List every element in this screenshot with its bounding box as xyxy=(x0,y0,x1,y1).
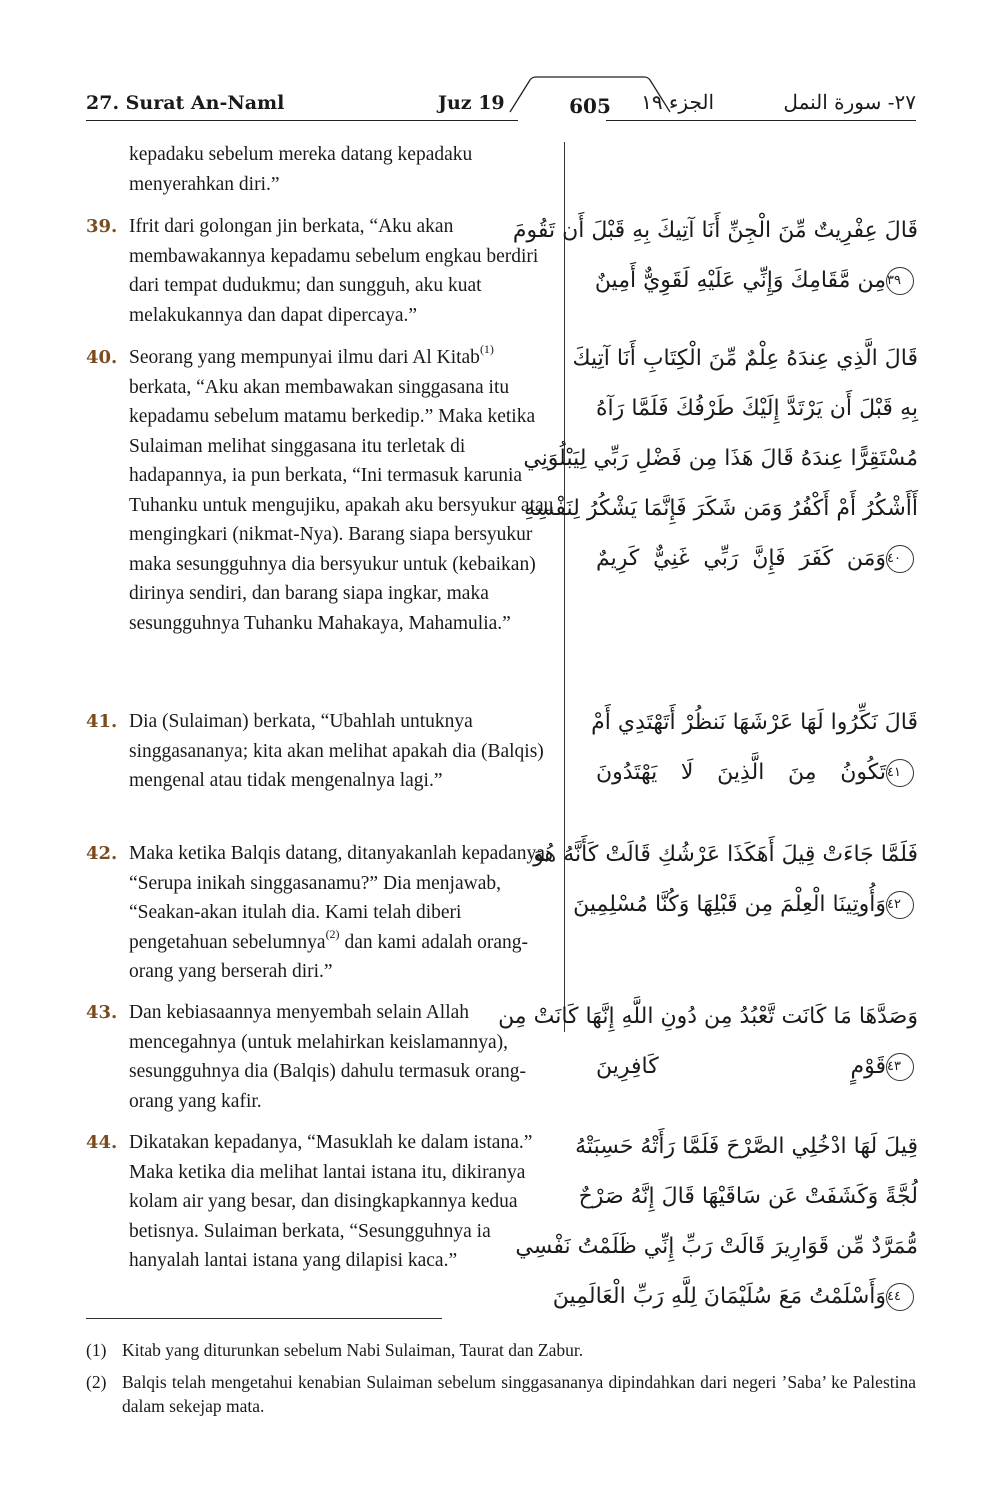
footnote-mark: (2) xyxy=(86,1372,107,1392)
header-rule-left xyxy=(86,120,518,121)
footnote xyxy=(86,1338,916,1362)
verse-text xyxy=(129,343,558,638)
arabic-line-text: تَكُونُ مِنَ الَّذِينَ لَا يَهْتَدُونَ xyxy=(596,760,886,785)
verse-text: Ifrit dari golongan jin berkata, “Aku akan membawakannya kepadamu sebelum engkau berdiri dari tempat dudukmu; dan sungguh, aku kuat melakukannya dan dapat dipercaya.” xyxy=(129,216,539,326)
arabic-line xyxy=(552,1272,918,1322)
arabic-line-text: مِن مَّقَامِكَ وَإِنِّي عَلَيْهِ لَقَوِيٌّ أَمِينٌ xyxy=(594,268,886,293)
verse-text: kepadaku sebelum mereka datang kepadaku menyerahkan diri.” xyxy=(129,144,473,195)
verse-text xyxy=(129,839,558,987)
verse-number: 40. xyxy=(86,347,118,368)
verse-number: 41. xyxy=(86,711,118,732)
juz-label-latin: Juz 19 xyxy=(438,92,505,114)
footnote-ref: (1) xyxy=(479,342,494,356)
page-number: 605 xyxy=(569,94,611,118)
ayah-end-marker: ٣٩ xyxy=(886,267,914,295)
footnote-mark: (1) xyxy=(86,1340,107,1360)
verse-text: Dikatakan kepadanya, “Masuklah ke dalam istana.” Maka ketika dia melihat lantai istana itu, dikiranya kolam air yang besar, dan disingkapkannya kedua betisnya. Sulaiman berkata, “Sesungguhnya ia hanyalah lantai istana yang dilapisi kaca.” xyxy=(129,1132,533,1271)
arabic-line: بِهِ قَبْلَ أَن يَرْتَدَّ إِلَيْكَ طَرْفُكَ فَلَمَّا رَآهُ xyxy=(596,396,918,421)
verse-translation xyxy=(86,343,558,638)
arabic-line-text: وَأَسْلَمْتُ مَعَ سُلَيْمَانَ لِلَّهِ رَبِّ الْعَالَمِينَ xyxy=(552,1284,886,1309)
verse-text-part: Maka ketika Balqis datang, ditanyakanlah kepadanya, “Serupa inikah singgasanamu?” Dia menjawab, “Seakan-akan itulah dia. Kami telah diberi pengetahuan sebelumnya xyxy=(129,843,550,953)
arabic-line-text: قَوْمٍ كَافِرِينَ xyxy=(596,1054,886,1079)
verse-text-part: Seorang yang mempunyai ilmu dari Al Kitab xyxy=(129,347,480,368)
verse-translation xyxy=(86,1128,558,1276)
ayah-end-marker: ٤٠ xyxy=(886,545,914,573)
footnotes xyxy=(86,1338,916,1426)
footnote-text: Kitab yang diturunkan sebelum Nabi Sulaiman, Taurat dan Zabur. xyxy=(122,1340,584,1360)
arabic-line: قِيلَ لَهَا ادْخُلِي الصَّرْحَ فَلَمَّا رَأَتْهُ حَسِبَتْهُ xyxy=(575,1134,918,1159)
verse-translation xyxy=(86,998,558,1116)
verse-number: 43. xyxy=(86,1002,118,1023)
arabic-verse xyxy=(515,1122,918,1322)
arabic-line: أَأَشْكُرُ أَمْ أَكْفُرُ وَمَن شَكَرَ فَإِنَّمَا يَشْكُرُ لِنَفْسِهِ xyxy=(523,496,918,521)
verse-text-part: dan kami adalah orang-orang yang berserah diri.” xyxy=(129,931,528,982)
surah-title-latin: 27. Surat An-Naml xyxy=(86,92,285,114)
arabic-verse xyxy=(512,206,918,306)
surah-title-arabic: ٢٧- سورة النمل xyxy=(783,90,916,114)
footnote xyxy=(86,1370,916,1418)
arabic-line xyxy=(596,256,918,306)
verse-number: 39. xyxy=(86,216,118,237)
verse-translation xyxy=(86,839,558,987)
verse-translation xyxy=(86,212,558,330)
footnote-rule xyxy=(86,1318,442,1319)
arabic-line: قَالَ نَكِّرُوا لَهَا عَرْشَهَا نَنظُرْ أَتَهْتَدِي أَمْ xyxy=(591,710,918,735)
arabic-line: وَصَدَّهَا مَا كَانَت تَّعْبُدُ مِن دُونِ اللَّهِ إِنَّهَا كَانَتْ مِن xyxy=(498,1004,918,1029)
ayah-end-marker: ٤٢ xyxy=(886,891,914,919)
verse-translation xyxy=(86,140,558,199)
arabic-line: قَالَ عِفْرِيتٌ مِّنَ الْجِنِّ أَنَا آتِيكَ بِهِ قَبْلَ أَن تَقُومَ xyxy=(512,218,918,243)
verse-translation xyxy=(86,707,558,796)
footnote-text: Balqis telah mengetahui kenabian Sulaiman sebelum singgasananya dipindahkan dari negeri ’Saba’ ke Palestina dalam sekejap mata. xyxy=(122,1372,916,1416)
verse-number: 42. xyxy=(86,843,118,864)
arabic-verse xyxy=(498,992,918,1092)
ayah-end-marker: ٤١ xyxy=(886,759,914,787)
verse-text: Dan kebiasaannya menyembah selain Allah mencegahnya (untuk melahirkan keislamannya), sesungguhnya dia (Balqis) dahulu termasuk orang-orang yang kafir. xyxy=(129,1002,526,1112)
column-divider xyxy=(564,142,565,1032)
arabic-line: لُجَّةً وَكَشَفَتْ عَن سَاقَيْهَا قَالَ إِنَّهُ صَرْحٌ xyxy=(578,1184,918,1209)
arabic-line xyxy=(573,880,918,930)
arabic-verse xyxy=(523,334,918,584)
ayah-end-marker: ٤٤ xyxy=(886,1283,914,1311)
arabic-verse xyxy=(533,830,918,930)
arabic-line-text: وَأُوتِينَا الْعِلْمَ مِن قَبْلِهَا وَكُنَّا مُسْلِمِينَ xyxy=(573,892,886,917)
arabic-line xyxy=(596,534,918,584)
arabic-line: فَلَمَّا جَاءَتْ قِيلَ أَهَكَذَا عَرْشُكِ قَالَتْ كَأَنَّهُ هُوَ xyxy=(533,842,918,867)
arabic-line xyxy=(596,1042,918,1092)
arabic-verse xyxy=(591,698,918,798)
footnote-ref: (2) xyxy=(325,926,340,941)
juz-label-arabic: الجزء ١٩ xyxy=(641,90,714,114)
verse-number: 44. xyxy=(86,1132,118,1153)
ayah-end-marker: ٤٣ xyxy=(886,1053,914,1081)
verse-text: Dia (Sulaiman) berkata, “Ubahlah untuknya singgasananya; kita akan melihat apakah dia (Balqis) mengenal atau tidak mengenalnya lagi.” xyxy=(129,711,544,791)
verse-text-part: berkata, “Aku akan membawakan singgasana itu kepadamu sebelum matamu berkedip.” Maka ketika Sulaiman melihat singgasana itu terletak di hadapannya, ia pun berkata, “Ini termasuk karunia Tuhanku untuk mengujiku, apakah aku bersyukur atau mengingkari (nikmat-Nya). Barang siapa bersyukur maka sesungguhnya dia bersyukur untuk (kebaikan) dirinya sendiri, dan barang siapa ingkar, maka sesungguhnya Tuhanku Mahakaya, Mahamulia.” xyxy=(129,376,554,634)
arabic-line: قَالَ الَّذِي عِندَهُ عِلْمٌ مِّنَ الْكِتَابِ أَنَا آتِيكَ xyxy=(572,346,918,371)
arabic-line: مُّمَرَّدٌ مِّن قَوَارِيرَ قَالَتْ رَبِّ إِنِّي ظَلَمْتُ نَفْسِي xyxy=(515,1234,918,1259)
arabic-line: مُسْتَقِرًّا عِندَهُ قَالَ هَذَا مِن فَضْلِ رَبِّي لِيَبْلُوَنِي xyxy=(523,446,918,471)
arabic-line xyxy=(596,748,918,798)
header-rule-right xyxy=(606,120,916,121)
arabic-line-text: وَمَن كَفَرَ فَإِنَّ رَبِّي غَنِيٌّ كَرِيمٌ xyxy=(596,546,886,571)
